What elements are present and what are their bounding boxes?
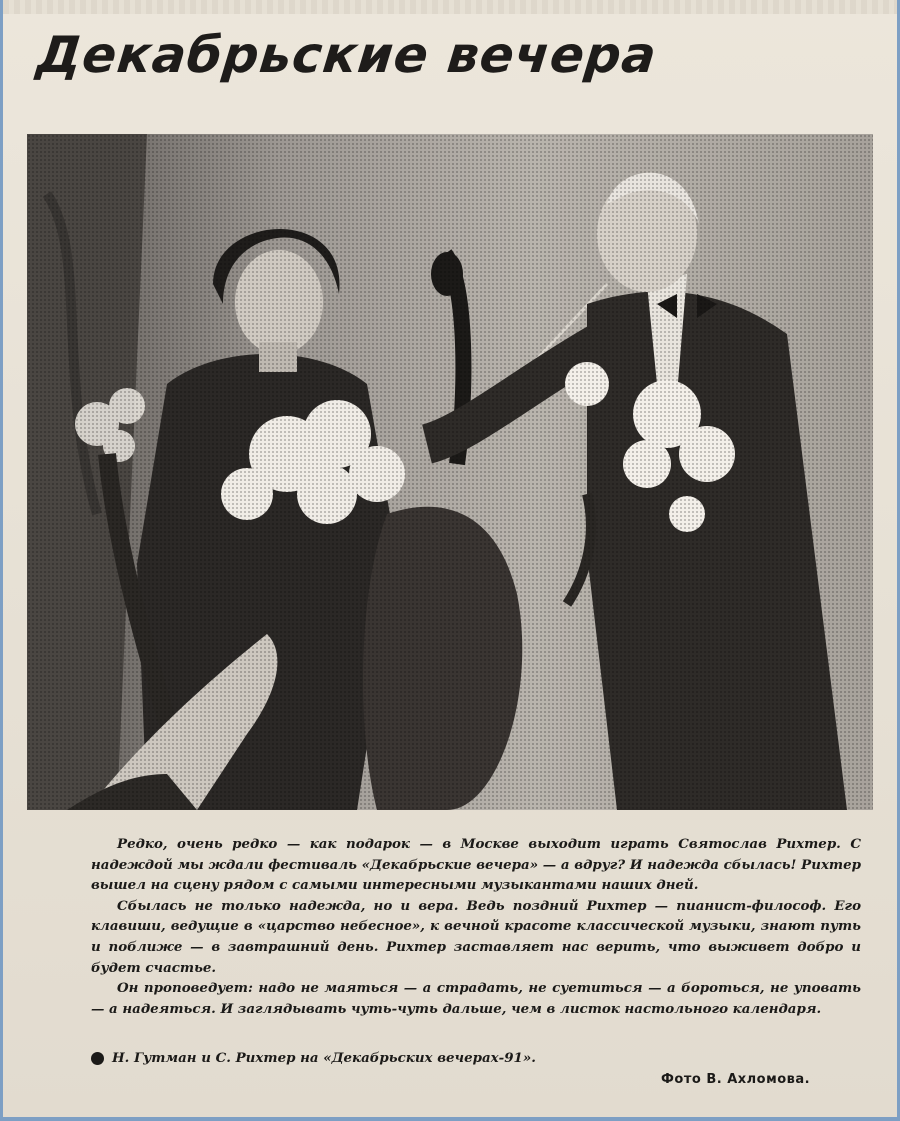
bullet-dot-icon xyxy=(91,1052,104,1065)
photo-caption-text: Н. Гутман и С. Рихтер на «Декабрьских вечерах-91». xyxy=(112,1050,536,1066)
photo-caption xyxy=(91,1050,536,1066)
press-photo xyxy=(27,134,873,810)
article-body xyxy=(91,834,861,1019)
article-paragraph-2: Сбылась не только надежда, но и вера. Ведь поздний Рихтер — пианист-философ. Его клавиши, ведущие в «царство небесное», к вечной красоте классической музыки, знают путь и поближе — в завтрашний день. Рихтер заставляет нас верить, что выживет добро и будет счастье. xyxy=(91,897,861,976)
bleed-through-strip xyxy=(3,0,900,14)
photo-credit: Фото В. Ахломова. xyxy=(661,1072,811,1087)
article-paragraph-1: Редко, очень редко — как подарок — в Москве выходит играть Святослав Рихтер. С надеждой мы ждали фестиваль «Декабрьские вечера» — а вдруг? И надежда сбылась! Рихтер вышел на сцену рядом с самыми интересными музыкантами наших дней. xyxy=(91,836,861,894)
headline: Декабрьские вечера xyxy=(33,26,660,84)
article-paragraph-3: Он проповедует: надо не маяться — а страдать, не суетиться — а бороться, не уповать — а надеяться. И заглядывать чуть-чуть дальше, чем в листок настольного календаря. xyxy=(91,980,861,1017)
photo-illustration xyxy=(27,134,873,810)
